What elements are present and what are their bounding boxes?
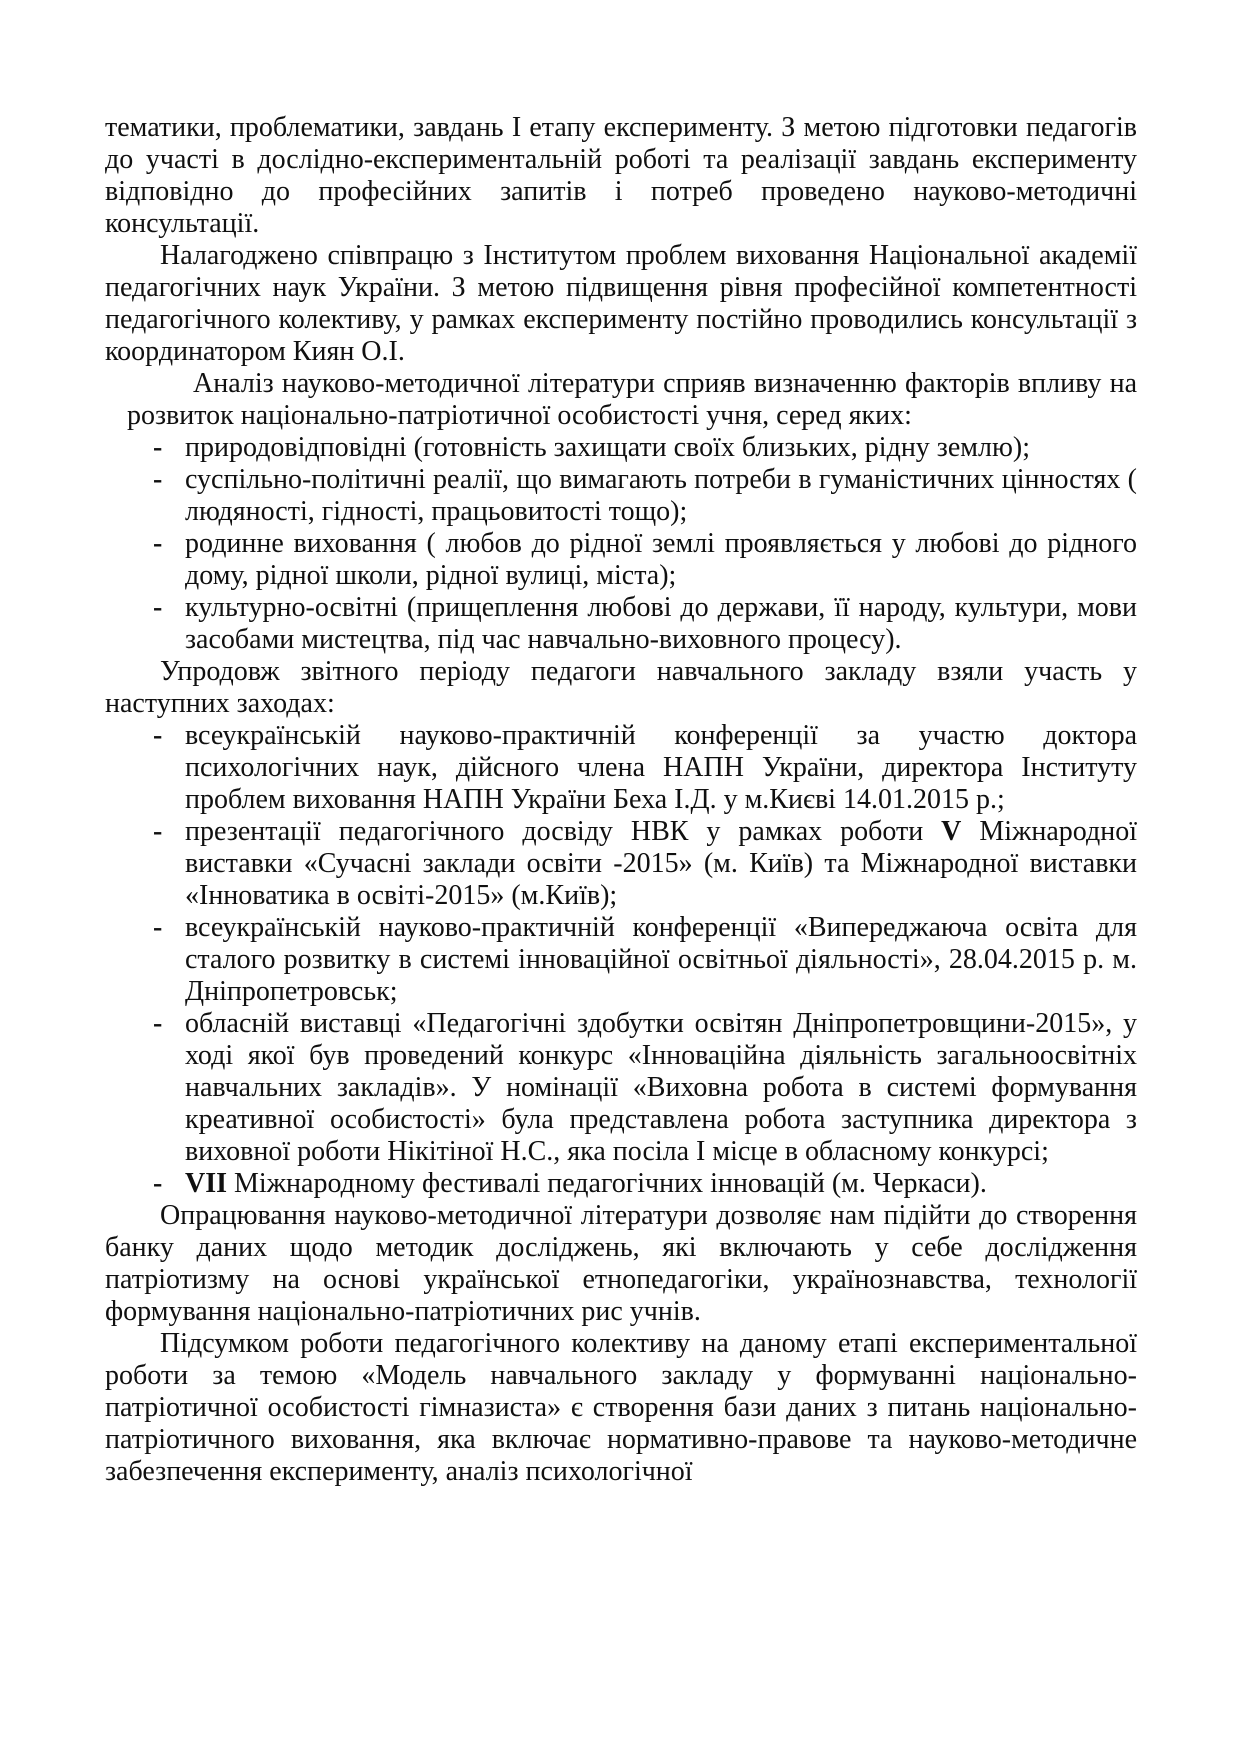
roman-numeral-bold: V	[941, 816, 962, 847]
list-item-text: природовідповідні (готовність захищати своїх близьких, рідну землю);	[185, 432, 1031, 463]
list-item-text: суспільно-політичні реалії, що вимагають потреби в гуманістичних цінностях ( людяності, гідності, працьовитості тощо);	[185, 464, 1137, 527]
bullet-marker: -	[153, 464, 163, 495]
paragraph-continuation: тематики, проблематики, завдань І етапу експерименту. З метою підготовки педагогів до участі в дослідно-експериментальній роботі та реалізації завдань експерименту відповідно до професійних запитів і потреб проведено науково-методичні консультації.	[105, 112, 1137, 239]
page-text-content	[105, 112, 1137, 1488]
list-item	[153, 912, 1137, 1008]
paragraph-cooperation: Налагоджено співпрацю з Інститутом проблем виховання Національної академії педагогічних наук України. З метою підвищення рівня професійної компетентності педагогічного колективу, у рамках експерименту постійно проводились консультації з координатором Киян О.І.	[105, 240, 1137, 367]
list-item-text: культурно-освітні (прищеплення любові до держави, її народу, культури, мови засобами мистецтва, під час навчально-виховного процесу).	[185, 592, 1137, 655]
bullet-marker: -	[153, 720, 163, 751]
list-item	[153, 528, 1137, 592]
list-item	[153, 432, 1137, 464]
list-item-text: Міжнародної виставки «Сучасні заклади освіти -2015» (м. Київ) та Міжнародної виставки «Інноватика в освіті-2015» (м.Київ);	[185, 816, 1138, 911]
bullet-marker: -	[153, 528, 163, 559]
bullet-marker: -	[153, 432, 163, 463]
list-item	[153, 816, 1137, 912]
paragraph-analysis: Аналіз науково-методичної літератури сприяв визначенню факторів впливу на розвиток національно-патріотичної особистості учня, серед яких:	[127, 368, 1137, 431]
list-item-text: Міжнародному фестивалі педагогічних інновацій (м. Черкаси).	[227, 1168, 987, 1199]
list-item-text: всеукраїнській науково-практичній конференції «Випереджаюча освіта для сталого розвитку в системі інноваційної освітньої діяльності», 28.04.2015 р. м. Дніпропетровськ;	[185, 912, 1137, 1007]
list-item	[153, 1168, 1137, 1200]
bullet-marker: -	[153, 816, 163, 847]
list-item-text: всеукраїнській науково-практичній конференції за участю доктора психологічних наук, дійсного члена НАПН України, директора Інституту проблем виховання НАПН України Беха І.Д. у м.Києві 14.01.2015 р.;	[185, 720, 1137, 815]
bullet-marker: -	[153, 1168, 163, 1199]
list-item	[153, 1008, 1137, 1168]
list-item	[153, 592, 1137, 656]
list-item-text: презентації педагогічного досвіду НВК у рамках роботи	[185, 816, 942, 847]
paragraph-summary: Підсумком роботи педагогічного колективу на даному етапі експериментальної роботи за темою «Модель навчального закладу у формуванні національно-патріотичної особистості гімназиста» є створення бази даних з питань національно-патріотичного виховання, яка включає нормативно-правове та науково-методичне забезпечення експерименту, аналіз психологічної	[105, 1328, 1137, 1487]
bullet-marker: -	[153, 912, 163, 943]
bullet-marker: -	[153, 592, 163, 623]
list-item-text: обласній виставці «Педагогічні здобутки освітян Дніпропетровщини-2015», у ході якої був проведений конкурс «Інноваційна діяльність загальноосвітніх навчальних закладів». У номінації «Виховна робота в системі формування креативної особистості» була представлена робота заступника директора з виховної роботи Нікітіної Н.С., яка посіла І місце в обласному конкурсі;	[185, 1008, 1137, 1167]
roman-numeral-bold: VII	[185, 1168, 228, 1199]
bullet-list-events	[105, 720, 1137, 1200]
list-item-text: родинне виховання ( любов до рідної землі проявляється у любові до рідного дому, рідної школи, рідної вулиці, міста);	[185, 528, 1137, 591]
paragraph-events-intro: Упродовж звітного періоду педагоги навчального закладу взяли участь у наступних заходах:	[105, 656, 1137, 719]
paragraph-literature: Опрацювання науково-методичної літератури дозволяє нам підійти до створення банку даних щодо методик досліджень, які включають у себе дослідження патріотизму на основі української етнопедагогіки, українознавства, технології формування національно-патріотичних рис учнів.	[105, 1200, 1137, 1327]
list-item	[153, 464, 1137, 528]
list-item	[153, 720, 1137, 816]
bullet-marker: -	[153, 1008, 163, 1039]
bullet-list-factors	[105, 432, 1137, 656]
